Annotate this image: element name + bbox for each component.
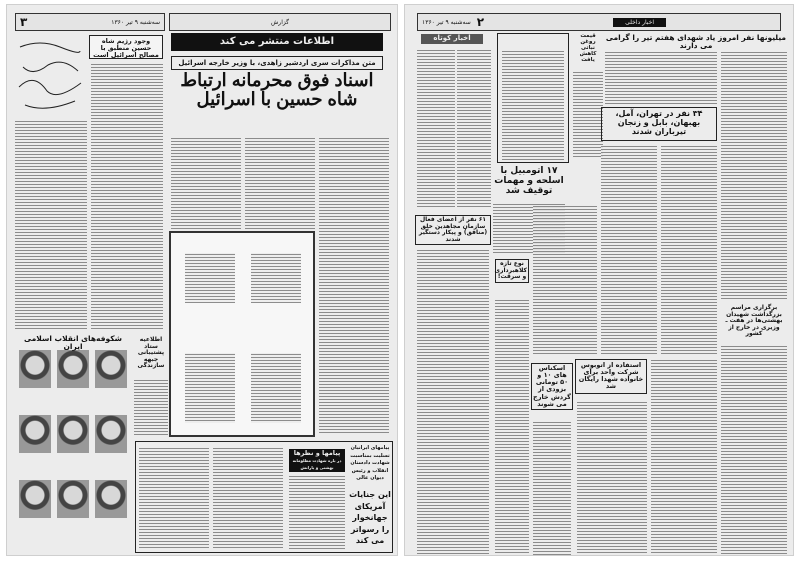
fraud-headline: نوع تازه کلاهبرداری و سرقت!	[495, 259, 529, 283]
messages-title-text: پیامها و نظرها	[293, 449, 341, 457]
document-facsimile	[169, 231, 315, 437]
middle-col	[533, 205, 597, 355]
side-headline: وجود رژیم شاه حسین منطبق با مصالح اسرائیل است	[89, 35, 163, 59]
right-col-d	[651, 359, 717, 555]
right-col-b	[605, 51, 717, 105]
short-news-title: اخبار کوتاه	[421, 34, 483, 44]
ticker-box	[497, 33, 569, 163]
left-masthead-date: سه‌شنبه ۹ تیر ۱۳۶۰	[111, 18, 160, 26]
side-column-big-text: این جنایات آمریکای جهانخوار را رسواتر می کند	[349, 490, 391, 546]
right-page-number: ۲	[476, 15, 485, 29]
left-article-col-2	[91, 63, 163, 330]
bus-headline: استفاده از اتوبوس شرکت واحد برای خانواده شهدا رایگان شد	[575, 359, 647, 394]
short-news-col-2	[457, 49, 491, 209]
side-column-text: پیامهای ایرانیان تسلیت بمناسبت شهادت دادستان انقلاب و رئیس دیوان عالی	[350, 445, 390, 481]
left-section-bar	[169, 13, 391, 31]
subhead: متن مذاکرات سری اردشیر زاهدی، با وزیر خارجه اسرائیل	[171, 56, 383, 70]
right-col-c	[721, 51, 787, 301]
left-article-col-4	[245, 137, 315, 229]
executions-headline: ۳۴ نفر در تهران، آمل، بهبهان، بابل و زنجان تیرباران شدند	[601, 107, 717, 141]
executions-col-2	[661, 145, 717, 355]
messages-col-3	[289, 475, 345, 549]
right-masthead-date: سه‌شنبه ۹ تیر ۱۳۶۰	[422, 18, 471, 26]
banner-headline: اطلاعات منتشر می کند	[171, 33, 383, 51]
left-article-col-3	[171, 137, 241, 229]
messages-subtitle: در باره شهادت مظلومانه بهشتی و یارانش	[292, 458, 342, 471]
ceremony-text	[721, 345, 787, 555]
arrests-headline: ۶۱ نفر از اعضای فعال سازمان مجاهدین خلق (منافق) و پیکار دستگیر شدند	[415, 215, 491, 245]
left-page-number: ۳	[20, 15, 28, 29]
bus-text	[577, 401, 647, 555]
short-news-col-1	[417, 49, 455, 209]
banknotes-text	[533, 421, 571, 555]
executions-col-1	[601, 145, 657, 355]
left-masthead	[15, 13, 165, 31]
ceremony-headline: برگزاری مراسم بزرگداشت شهیدان بهشتی‌ها در هفت ـ وزیری در خارج از کشور	[725, 304, 783, 338]
child-photo	[19, 350, 51, 388]
right-section-label: اخبار داخلی	[613, 18, 666, 27]
cars-headline: ۱۷ اتومبیل با اسلحه و مهمات توقیف شد	[494, 166, 564, 196]
ticker-headline: قیمت روغن نباتی کاهش یافت	[579, 33, 597, 64]
child-photo	[95, 415, 127, 453]
left-article-col-5	[319, 137, 389, 435]
child-photo	[95, 480, 127, 518]
right-newspaper-page	[404, 4, 794, 556]
right-main-headline: میلیونها نفر امروز یاد شهدای هفتم تیر را گرامی می دارند	[605, 33, 787, 51]
notice-headline: اطلاعیه ستاد پشتیبانی جبهه سازندگی	[137, 336, 165, 370]
child-photo	[57, 350, 89, 388]
banknotes-headline: اسکناس های ۱۰ و ۵۰ تومانی بزودی از گردش خارج می شوند	[531, 363, 573, 410]
right-masthead	[417, 13, 781, 31]
child-photo	[57, 480, 89, 518]
child-photo	[95, 350, 127, 388]
main-headline: اسناد فوق محرمانه ارتباط شاه حسین با اسرائیل	[180, 70, 374, 110]
messages-title	[289, 449, 345, 472]
child-photo	[57, 415, 89, 453]
right-col-a	[573, 71, 603, 159]
messages-col-2	[213, 447, 283, 549]
child-photo	[19, 415, 51, 453]
messages-col-1	[139, 447, 209, 549]
child-photo	[19, 480, 51, 518]
children-section-title: شکوفه‌های انقلاب اسلامی ایران	[24, 334, 122, 352]
fraud-text	[495, 299, 529, 555]
left-section-label: گزارش	[270, 18, 290, 26]
notice-text	[134, 379, 168, 435]
left-newspaper-page	[6, 4, 398, 556]
left-article-col-1	[15, 120, 87, 330]
handwritten-signature	[15, 37, 87, 117]
arrests-text	[417, 249, 489, 555]
